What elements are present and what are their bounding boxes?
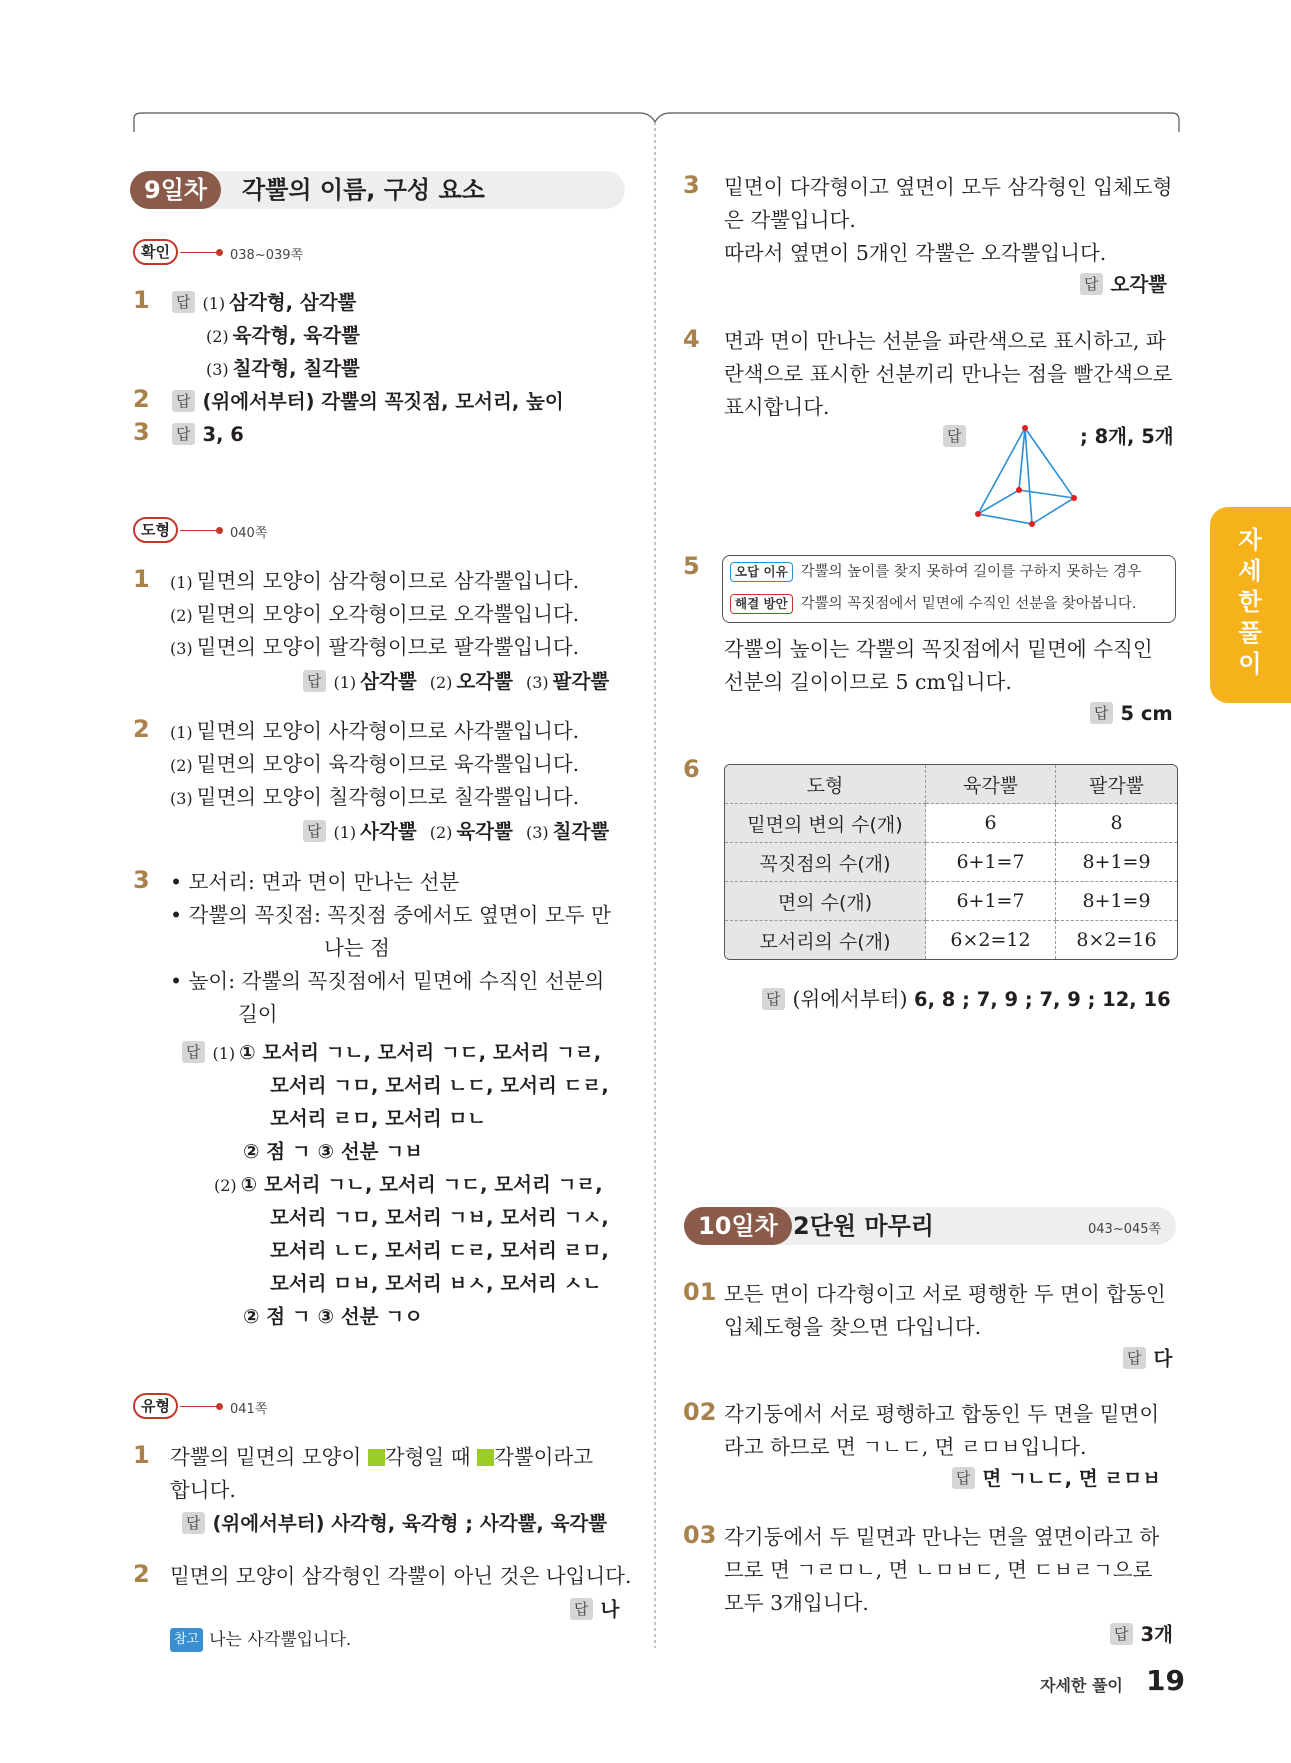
check-tag-dot bbox=[216, 249, 223, 256]
fix-tag: 해결 방안 bbox=[730, 594, 793, 614]
q03-line: 각기둥에서 두 밑면과 만나는 면을 옆면이라고 하 bbox=[724, 1525, 1160, 1549]
q4-answer: ; 8개, 5개 bbox=[1080, 425, 1174, 448]
type-q1-number: 1 bbox=[133, 1441, 150, 1469]
q5-answer: 답 5 cm bbox=[1090, 697, 1173, 730]
figure-q1-line: (2) 밑면의 모양이 오각형이므로 오각뿔입니다. bbox=[170, 602, 580, 626]
check-item-number: 1 bbox=[133, 286, 150, 314]
q02-number: 02 bbox=[683, 1398, 717, 1426]
check-tag: 확인 bbox=[133, 239, 178, 265]
figure-tag-dot bbox=[216, 527, 223, 534]
type-page: 041쪽 bbox=[230, 1402, 268, 1417]
q5-number: 5 bbox=[683, 552, 700, 580]
figure-q2-line: (2) 밑면의 모양이 육각형이므로 육각뿔입니다. bbox=[170, 752, 580, 776]
q03-line: 모두 3개입니다. bbox=[724, 1591, 869, 1615]
pyramid-figure bbox=[970, 420, 1090, 530]
figure-q3-number: 3 bbox=[133, 866, 150, 894]
figure-q3-answer-line: ② 점 ㄱ ③ 선분 ㄱㅇ bbox=[243, 1305, 423, 1328]
check-answer-3: 답 3, 6 bbox=[172, 418, 244, 451]
q01-answer: 답 다 bbox=[1123, 1342, 1172, 1375]
q3-line: 따라서 옆면이 5개인 각뿔은 오각뿔입니다. bbox=[724, 241, 1107, 265]
type-q2-number: 2 bbox=[133, 1560, 150, 1588]
figure-q3-answer-line: 모서리 ㅁㅂ, 모서리 ㅂㅅ, 모서리 ㅅㄴ bbox=[270, 1272, 602, 1295]
figure-q3-answer-line: 모서리 ㄱㅁ, 모서리 ㄱㅂ, 모서리 ㄱㅅ, bbox=[270, 1206, 609, 1229]
q01-line: 모든 면이 다각형이고 서로 평행한 두 면이 합동인 bbox=[724, 1282, 1166, 1306]
q5-line: 선분의 길이이므로 5 cm입니다. bbox=[724, 670, 1012, 694]
figure-q3-bullet: • 모서리: 면과 면이 만나는 선분 bbox=[170, 870, 460, 894]
type-tag-dot bbox=[216, 1403, 223, 1410]
figure-q2-number: 2 bbox=[133, 715, 150, 743]
q01-line: 입체도형을 찾으면 다입니다. bbox=[724, 1315, 982, 1339]
q4-line: 란색으로 표시한 선분끼리 만나는 점을 빨간색으로 bbox=[724, 362, 1173, 386]
type-q1-line: 각뿔의 밑면의 모양이 각형일 때 각뿔이라고 bbox=[170, 1445, 594, 1469]
check-answer-1-1: 답 (1) 삼각형, 삼각뿔 bbox=[172, 286, 356, 320]
q5-line: 각뿔의 높이는 각뿔의 꼭짓점에서 밑면에 수직인 bbox=[724, 637, 1153, 661]
q3-answer: 답 오각뿔 bbox=[1080, 268, 1167, 301]
figure-q3-answer-1: 답 (1) ① 모서리 ㄱㄴ, 모서리 ㄱㄷ, 모서리 ㄱㄹ, bbox=[182, 1036, 601, 1070]
figure-tag: 도형 bbox=[133, 517, 178, 543]
type-q1-answer: 답 (위에서부터) 사각형, 육각형 ; 사각뿔, 육각뿔 bbox=[182, 1507, 607, 1540]
wrong-tag: 오답 이유 bbox=[730, 562, 793, 582]
q4-line: 표시합니다. bbox=[724, 395, 830, 419]
page-number: 19 bbox=[1146, 1664, 1185, 1697]
type-q1-line: 합니다. bbox=[170, 1478, 236, 1502]
q6-table bbox=[725, 765, 1177, 959]
figure-q3-answer-2: (2) ① 모서리 ㄱㄴ, 모서리 ㄱㄷ, 모서리 ㄱㄹ, bbox=[214, 1173, 603, 1196]
q03-line: 므로 면 ㄱㄹㅁㄴ, 면 ㄴㅁㅂㄷ, 면 ㄷㅂㄹㄱ으로 bbox=[724, 1558, 1153, 1582]
check-page: 038~039쪽 bbox=[230, 248, 304, 263]
check-item-number: 3 bbox=[133, 418, 150, 446]
figure-q3-bullet-cont: 나는 점 bbox=[324, 936, 390, 960]
type-q2-line: 밑면의 모양이 삼각형인 각뿔이 아닌 것은 나입니다. bbox=[170, 1564, 632, 1588]
figure-q1-number: 1 bbox=[133, 565, 150, 593]
blank-box bbox=[477, 1449, 494, 1466]
type-tag-line bbox=[180, 1406, 218, 1407]
q5-fix: 해결 방안 각뿔의 꼭짓점에서 밑면에 수직인 선분을 찾아봅니다. bbox=[730, 592, 1136, 616]
q3-line: 밑면이 다각형이고 옆면이 모두 삼각형인 입체도형 bbox=[724, 175, 1173, 199]
q02-line: 각기둥에서 서로 평행하고 합동인 두 면을 밑면이 bbox=[724, 1402, 1160, 1426]
check-answer-1-3: (3) 칠각형, 칠각뿔 bbox=[206, 357, 360, 380]
table-row: 밑면의 변의 수(개) 6 8 bbox=[725, 804, 1177, 843]
day9-pill: 9일차 bbox=[130, 171, 221, 209]
day10-page: 043~045쪽 bbox=[1088, 1222, 1162, 1237]
footer-label: 자세한 풀이 bbox=[1040, 1676, 1123, 1695]
figure-q2-answer: 답 (1) 사각뿔 (2) 육각뿔 (3) 칠각뿔 bbox=[303, 815, 609, 849]
answer-badge: 답 bbox=[172, 291, 195, 313]
check-tag-line bbox=[180, 252, 218, 253]
side-tab[interactable] bbox=[1210, 507, 1291, 703]
side-tab-label: 자 세 한 풀 이 bbox=[1238, 526, 1262, 678]
figure-q2-line: (1) 밑면의 모양이 사각형이므로 사각뿔입니다. bbox=[170, 719, 580, 743]
day9-title: 각뿔의 이름, 구성 요소 bbox=[242, 176, 485, 204]
q03-answer: 답 3개 bbox=[1110, 1618, 1173, 1651]
q6-number: 6 bbox=[683, 755, 700, 783]
figure-q3-answer-line: 모서리 ㄱㅁ, 모서리 ㄴㄷ, 모서리 ㄷㄹ, bbox=[270, 1074, 609, 1097]
blank-box bbox=[368, 1449, 385, 1466]
figure-q3-bullet: • 각뿔의 꼭짓점: 꼭짓점 중에서도 옆면이 모두 만 bbox=[170, 903, 611, 927]
q01-number: 01 bbox=[683, 1278, 717, 1306]
note: 참고 나는 사각뿔입니다. bbox=[170, 1628, 351, 1652]
figure-q3-bullet-cont: 길이 bbox=[238, 1002, 278, 1026]
figure-q1-line: (3) 밑면의 모양이 팔각형이므로 팔각뿔입니다. bbox=[170, 635, 580, 659]
q6-table-wrap bbox=[724, 764, 1178, 960]
check-item-number: 2 bbox=[133, 385, 150, 413]
day10-title: 2단원 마무리 bbox=[793, 1212, 934, 1240]
figure-tag-line bbox=[180, 530, 218, 531]
q4-answer-badge: 답 bbox=[943, 420, 974, 453]
q4-line: 면과 면이 만나는 선분을 파란색으로 표시하고, 파 bbox=[724, 329, 1166, 353]
figure-q2-line: (3) 밑면의 모양이 칠각형이므로 칠각뿔입니다. bbox=[170, 785, 580, 809]
q3-line: 은 각뿔입니다. bbox=[724, 208, 856, 232]
type-q2-answer: 답 나 bbox=[570, 1593, 619, 1626]
figure-q3-bullet: • 높이: 각뿔의 꼭짓점에서 밑면에 수직인 선분의 bbox=[170, 969, 605, 993]
check-answer-2: 답 (위에서부터) 각뿔의 꼭짓점, 모서리, 높이 bbox=[172, 385, 564, 418]
table-row: 꼭짓점의 수(개) 6+1=7 8+1=9 bbox=[725, 843, 1177, 882]
check-answer-1-2: (2) 육각형, 육각뿔 bbox=[206, 324, 360, 347]
q5-wrong-reason: 오답 이유 각뿔의 높이를 찾지 못하여 길이를 구하지 못하는 경우 bbox=[730, 560, 1141, 584]
q3-number: 3 bbox=[683, 171, 700, 199]
q02-answer: 답 면 ㄱㄴㄷ, 면 ㄹㅁㅂ bbox=[952, 1462, 1161, 1495]
figure-q3-answer-line: ② 점 ㄱ ③ 선분 ㄱㅂ bbox=[243, 1140, 423, 1163]
q6-answer: 답 (위에서부터) 6, 8 ; 7, 9 ; 7, 9 ; 12, 16 bbox=[762, 983, 1171, 1016]
q03-number: 03 bbox=[683, 1521, 717, 1549]
table-row: 도형 육각뿔 팔각뿔 bbox=[725, 765, 1177, 804]
figure-q3-answer-line: 모서리 ㄴㄷ, 모서리 ㄷㄹ, 모서리 ㄹㅁ, bbox=[270, 1239, 609, 1262]
type-tag: 유형 bbox=[133, 1393, 178, 1419]
table-row: 면의 수(개) 6+1=7 8+1=9 bbox=[725, 882, 1177, 921]
figure-q1-line: (1) 밑면의 모양이 삼각형이므로 삼각뿔입니다. bbox=[170, 569, 580, 593]
figure-q3-answer-line: 모서리 ㄹㅁ, 모서리 ㅁㄴ bbox=[270, 1107, 487, 1130]
figure-q1-answer: 답 (1) 삼각뿔 (2) 오각뿔 (3) 팔각뿔 bbox=[303, 665, 609, 699]
q4-number: 4 bbox=[683, 325, 700, 353]
figure-page: 040쪽 bbox=[230, 526, 268, 541]
note-tag: 참고 bbox=[170, 1628, 203, 1652]
q02-line: 라고 하므로 면 ㄱㄴㄷ, 면 ㄹㅁㅂ입니다. bbox=[724, 1435, 1087, 1459]
table-row: 모서리의 수(개) 6×2=12 8×2=16 bbox=[725, 921, 1177, 960]
day10-pill: 10일차 bbox=[684, 1207, 792, 1245]
